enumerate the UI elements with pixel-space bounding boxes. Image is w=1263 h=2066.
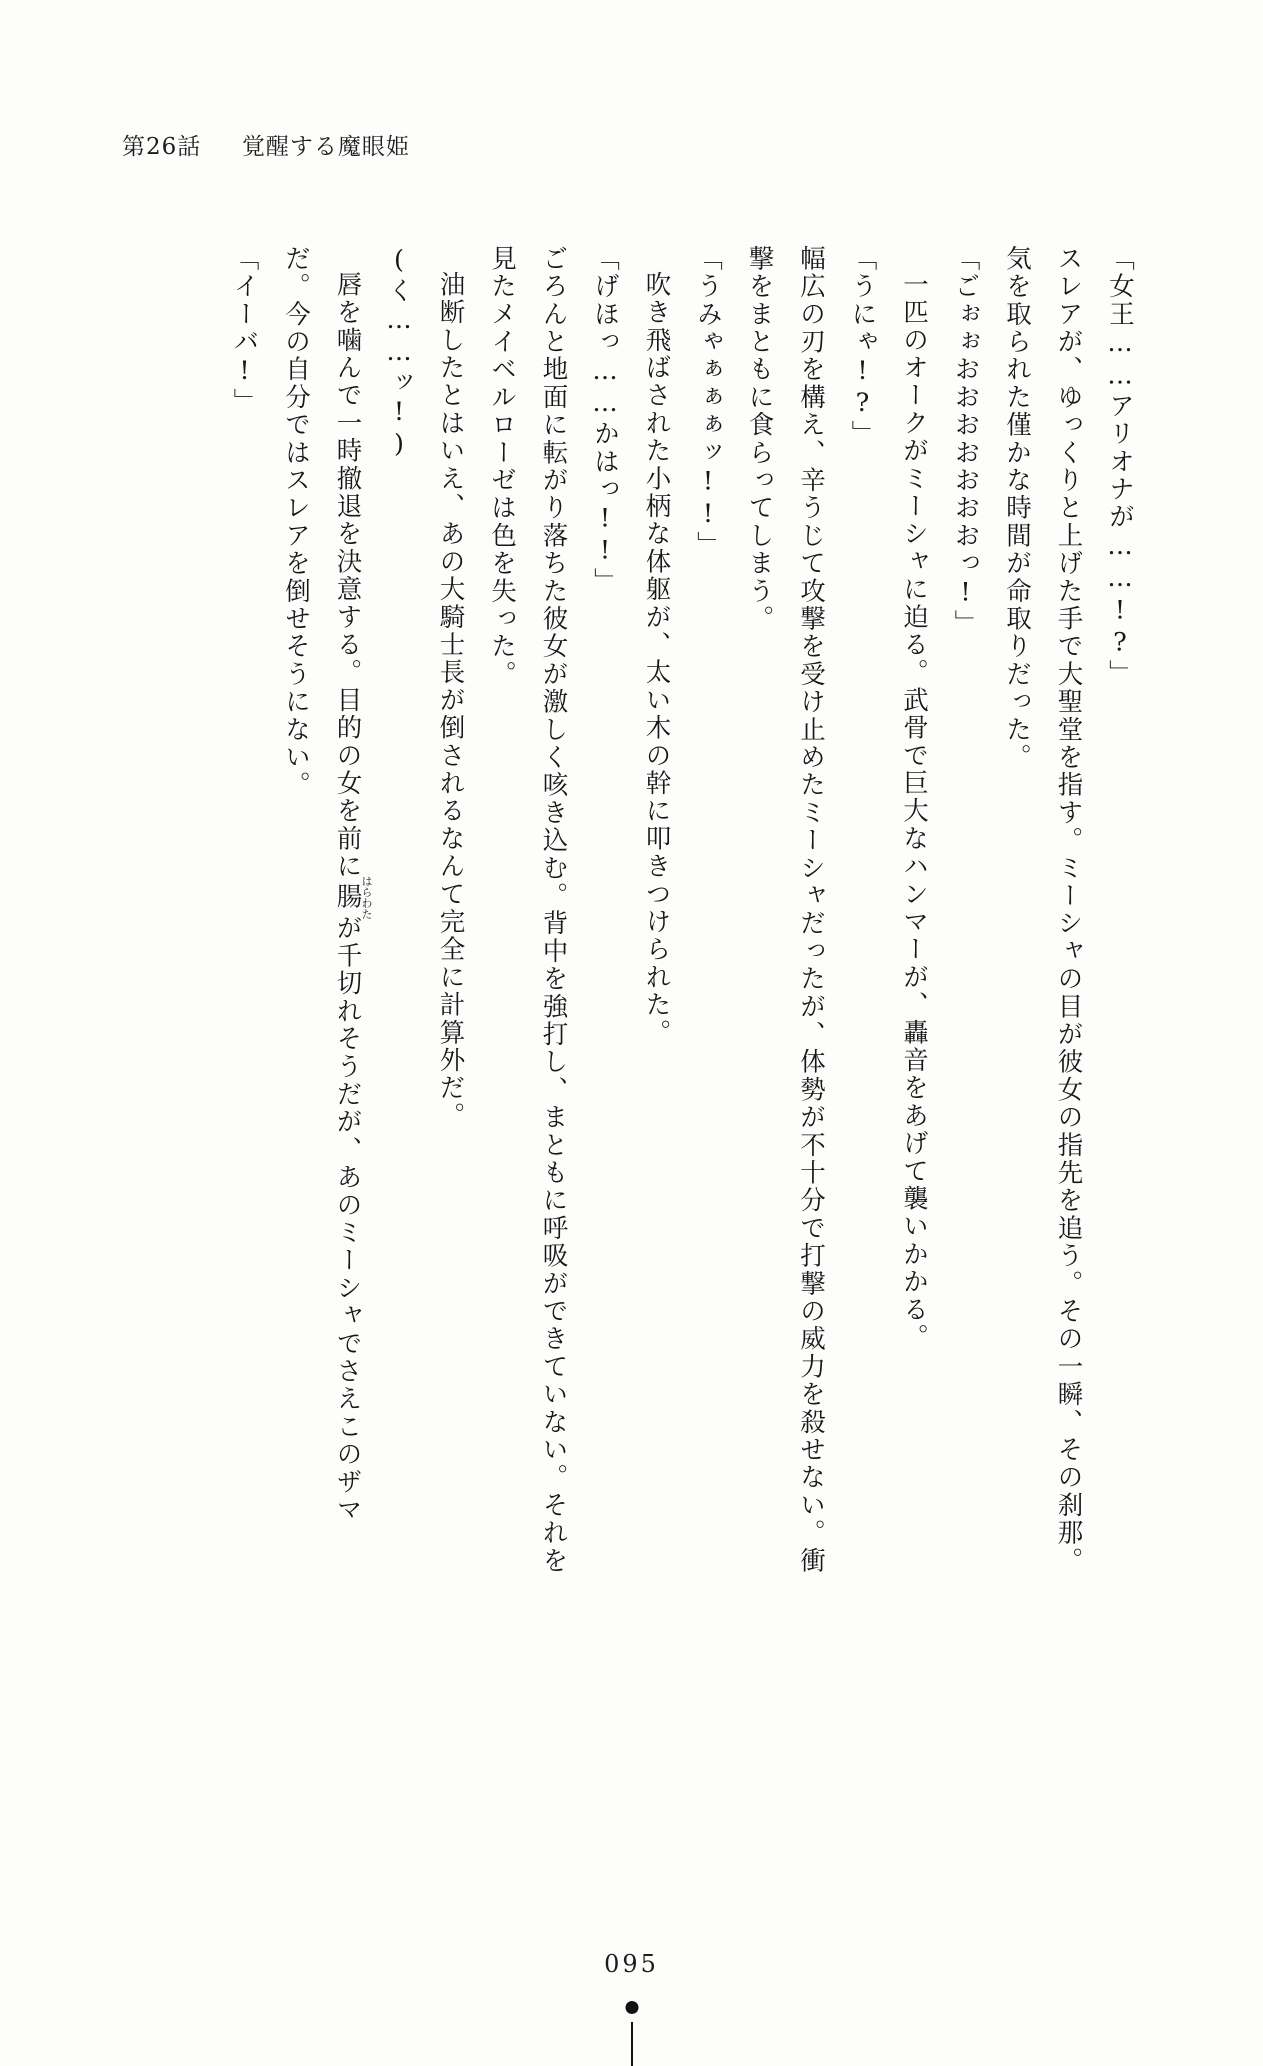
paragraph: 一匹のオークがミーシャに迫る。武骨で巨大なハンマーが、轟音をあげて襲いかかる。 — [899, 271, 929, 1352]
running-header — [120, 128, 410, 161]
paragraph: (く……ッ!) — [384, 245, 414, 462]
chapter-number: 第26話 — [122, 134, 202, 160]
paragraph-with-ruby: 唇を噛んで一時撤退を決意する。目的の女を前に腸はらわたが千切れそうだが、あのミーシャでさえこのザマだ。今の自分ではスレアを倒せそうにない。 — [281, 245, 373, 1524]
paragraph: 「うみゃぁぁぁッ!!」 — [693, 245, 723, 559]
page-number: 095 — [604, 1950, 659, 1978]
paragraph: ごろんと地面に転がり落ちた彼女が激しく咳き込む。背中を強打し、まともに呼吸ができていない。それを見たメイベルローゼは色を失った。 — [487, 245, 569, 1575]
paragraph: 「女王……アリオナが……!?」 — [1105, 245, 1135, 688]
paragraph: 吹き飛ばされた小柄な体躯が、太い木の幹に叩きつけられた。 — [641, 271, 672, 1047]
page-body-text — [229, 245, 1145, 1575]
paragraph: 「げほっ……かはっ!!」 — [590, 245, 620, 596]
spine-dot-decoration — [625, 2001, 638, 2014]
spine-line-decoration — [631, 2022, 633, 2066]
paragraph: 「うにゃ!?」 — [847, 245, 878, 448]
paragraph: 「ごぉぉおおおおおおおっ!」 — [950, 245, 981, 638]
chapter-title: 覚醒する魔眼姫 — [241, 134, 410, 160]
ruby-annotation: 腸はらわた — [332, 875, 373, 920]
paragraph: 油断したとはいえ、あの大騎士長が倒されるなんて完全に計算外だ。 — [435, 271, 466, 1130]
paragraph: スレアが、ゆっくりと上げた手で大聖堂を指す。ミーシャの目が彼女の指先を追う。その一瞬、その刹那。気を取られた僅かな時間が命取りだった。 — [1002, 245, 1084, 1575]
paragraph: 「イーバ!」 — [229, 245, 260, 416]
paragraph: 幅広の刃を構え、辛うじて攻撃を受け止めたミーシャだったが、体勢が不十分で打撃の威力を殺せない。衝撃をまともに食らってしまう。 — [744, 245, 826, 1575]
